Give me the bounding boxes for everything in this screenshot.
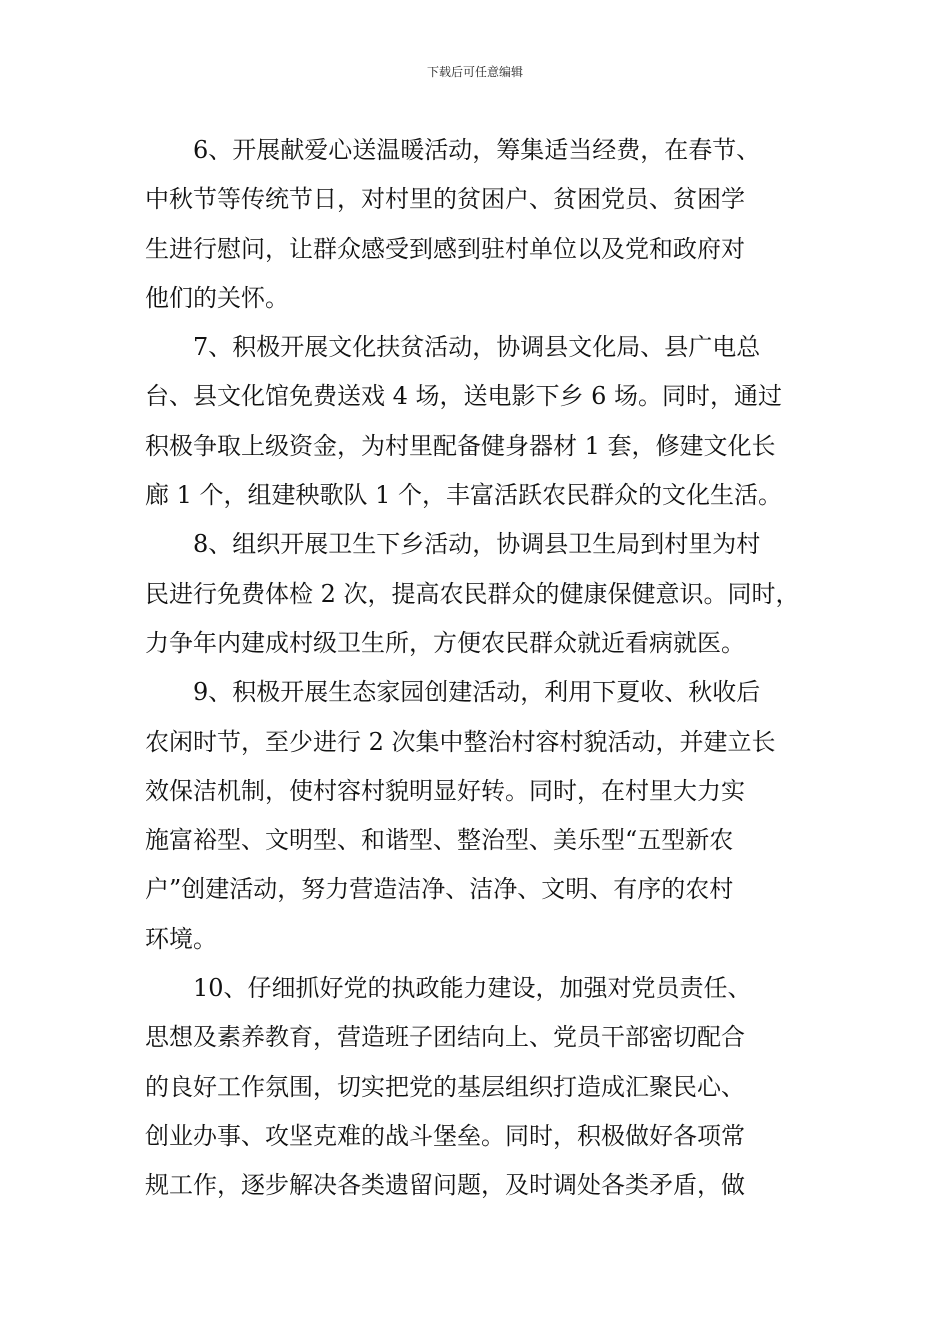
paragraph-line: 廊 1 个，组建秧歌队 1 个，丰富活跃农民群众的文化生活。: [145, 481, 783, 510]
document-body: [145, 126, 807, 1211]
paragraph-first-line: 6、开展献爱心送温暖活动，筹集适当经费，在春节、: [193, 136, 761, 164]
paragraph-line: 环境。: [145, 924, 217, 953]
paragraph-first-line: 7、积极开展文化扶贫活动，协调县文化局、县广电总: [193, 333, 761, 362]
paragraph-line: 创业办事、攻坚克难的战斗堡垒。同时，积极做好各项常: [145, 1121, 745, 1150]
paragraph-line: 的良好工作氛围，切实把党的基层组织打造成汇聚民心、: [145, 1072, 745, 1101]
paragraph-first-line: 10、仔细抓好党的执政能力建设，加强对党员责任、: [193, 974, 752, 1003]
paragraph-line: 思想及素养教育，营造班子团结向上、党员干部密切配合: [145, 1023, 745, 1052]
paragraph-line: 效保洁机制，使村容村貌明显好转。同时，在村里大力实: [145, 776, 745, 805]
paragraph-first-line: 9、积极开展生态家园创建活动，利用下夏收、秋收后: [193, 678, 761, 707]
paragraph-line: 户”创建活动，努力营造洁净、洁净、文明、有序的农村: [145, 875, 734, 904]
paragraph-line: 施富裕型、文明型、和谐型、整治型、美乐型“五型新农: [145, 826, 734, 855]
page-header: 下载后可任意编辑: [426, 65, 523, 79]
paragraph-line: 力争年内建成村级卫生所，方便农民群众就近看病就医。: [145, 628, 745, 657]
paragraph-line: 积极争取上级资金，为村里配备健身器材 1 套，修建文化长: [145, 431, 776, 460]
paragraph-line: 台、县文化馆免费送戏 4 场，送电影下乡 6 场。同时，通过: [145, 382, 783, 411]
paragraph-line: 民进行免费体检 2 次，提高农民群众的健康保健意识。同时，: [145, 579, 800, 608]
paragraph-line: 生进行慰问，让群众感受到感到驻村单位以及党和政府对: [145, 234, 745, 263]
paragraph-line: 他们的关怀。: [145, 283, 289, 312]
paragraph-line: 中秋节等传统节日，对村里的贫困户、贫困党员、贫困学: [145, 185, 745, 214]
paragraph-line: 农闲时节，至少进行 2 次集中整治村容村貌活动，并建立长: [145, 727, 776, 756]
paragraph-first-line: 8、组织开展卫生下乡活动，协调县卫生局到村里为村: [193, 530, 761, 559]
paragraph-line: 规工作，逐步解决各类遗留问题，及时调处各类矛盾，做: [145, 1171, 745, 1200]
